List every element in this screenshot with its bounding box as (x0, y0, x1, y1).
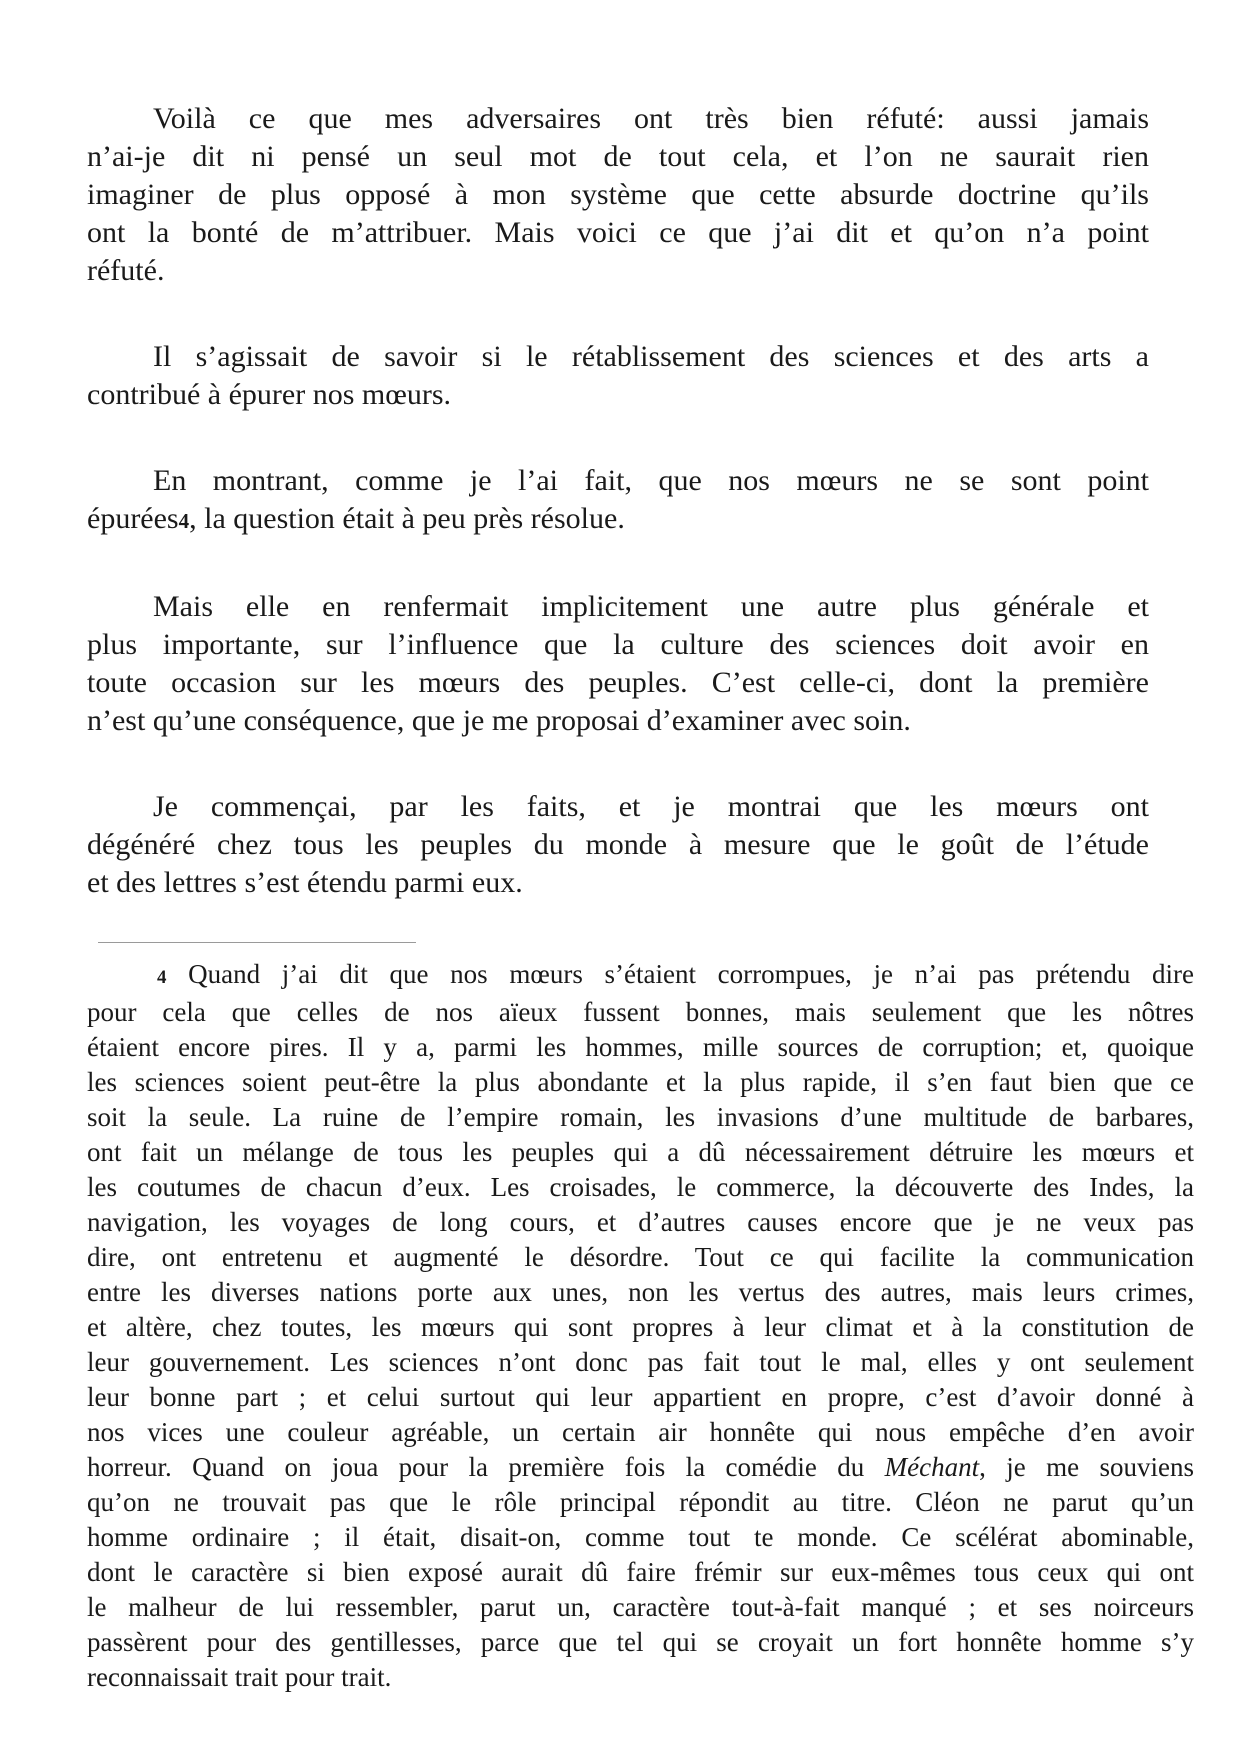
text-segment: ont fait un mélange de tous les peuples qui a dû nécessairement détruire les mœurs et (87, 1137, 1194, 1167)
text-line (87, 1485, 1194, 1520)
text-line (87, 1240, 1194, 1275)
paragraph (87, 588, 1149, 740)
text-line (87, 1135, 1194, 1170)
text-segment: homme ordinaire ; il était, disait-on, comme tout te monde. Ce scélérat abominable, (87, 1522, 1194, 1552)
footnote-marker: 4 (157, 967, 167, 988)
text-line (87, 376, 1149, 414)
text-segment: et altère, chez toutes, les mœurs qui sont propres à leur climat et à la constitution de (87, 1312, 1194, 1342)
paragraph (87, 338, 1149, 414)
text-segment: reconnaissait trait pour trait. (87, 1662, 392, 1692)
text-segment: Quand j’ai dit que nos mœurs s’étaient corrompues, je n’ai pas prétendu dire (166, 959, 1194, 989)
text-segment: les coutumes de chacun d’eux. Les croisades, le commerce, la découverte des Indes, la (87, 1172, 1194, 1202)
text-line (87, 138, 1149, 176)
text-segment: n’est qu’une conséquence, que je me proposai d’examiner avec soin. (87, 704, 911, 737)
text-segment: Voilà ce que mes adversaires ont très bien réfuté: aussi jamais (153, 102, 1149, 135)
text-line (87, 702, 1149, 740)
text-segment: soit la seule. La ruine de l’empire romain, les invasions d’une multitude de barbares, (87, 1102, 1194, 1132)
text-segment: nos vices une couleur agréable, un certain air honnête qui nous empêche d’en avoir (87, 1417, 1194, 1447)
text-segment: n’ai-je dit ni pensé un seul mot de tout cela, et l’on ne saurait rien (87, 140, 1149, 173)
text-line (87, 1275, 1194, 1310)
text-segment: , la question était à peu près résolue. (189, 502, 625, 535)
text-line (87, 338, 1149, 376)
text-segment: pour cela que celles de nos aïeux fussent bonnes, mais seulement que les nôtres (87, 997, 1194, 1027)
paragraph (87, 788, 1149, 902)
text-line (87, 1625, 1194, 1660)
text-line (87, 1415, 1194, 1450)
text-segment: épurées (87, 502, 179, 535)
text-segment: ont la bonté de m’attribuer. Mais voici ce que j’ai dit et qu’on n’a point (87, 216, 1149, 249)
text-line (87, 1030, 1194, 1065)
text-line (87, 1660, 1194, 1695)
text-segment: dont le caractère si bien exposé aurait dû faire frémir sur eux-mêmes tous ceux qui ont (87, 1557, 1194, 1587)
text-line (87, 664, 1149, 702)
text-segment: qu’on ne trouvait pas que le rôle principal répondit au titre. Cléon ne parut qu’un (87, 1487, 1194, 1517)
text-segment: dire, ont entretenu et augmenté le désordre. Tout ce qui facilite la communication (87, 1242, 1194, 1272)
text-line (87, 1555, 1194, 1590)
text-line (87, 995, 1194, 1030)
text-line (87, 1310, 1194, 1345)
text-segment: Je commençai, par les faits, et je montrai que les mœurs ont (153, 790, 1149, 823)
text-segment: les sciences soient peut-être la plus abondante et la plus rapide, il s’en faut bien que ce (87, 1067, 1194, 1097)
text-line (87, 788, 1149, 826)
body-text (87, 100, 1149, 902)
text-segment: imaginer de plus opposé à mon système que cette absurde doctrine qu’ils (87, 178, 1149, 211)
text-line (87, 1345, 1194, 1380)
text-segment: toute occasion sur les mœurs des peuples. C’est celle-ci, dont la première (87, 666, 1149, 699)
text-line (87, 100, 1149, 138)
text-line (87, 588, 1149, 626)
text-line (87, 1205, 1194, 1240)
text-segment: , je me souviens (979, 1452, 1194, 1482)
text-segment: étaient encore pires. Il y a, parmi les hommes, mille sources de corruption; et, quoique (87, 1032, 1194, 1062)
text-segment: plus importante, sur l’influence que la culture des sciences doit avoir en (87, 628, 1149, 661)
text-segment: En montrant, comme je l’ai fait, que nos mœurs ne se sont point (153, 464, 1149, 497)
text-column (87, 100, 1194, 1695)
text-segment: passèrent pour des gentillesses, parce que tel qui se croyait un fort honnête homme s’y (87, 1627, 1194, 1657)
text-segment: entre les diverses nations porte aux unes, non les vertus des autres, mais leurs crimes, (87, 1277, 1194, 1307)
text-segment: Il s’agissait de savoir si le rétablissement des sciences et des arts a (153, 340, 1149, 373)
text-segment: contribué à épurer nos mœurs. (87, 378, 452, 411)
text-line (87, 1520, 1194, 1555)
text-line (87, 252, 1149, 290)
text-line (87, 1590, 1194, 1625)
text-segment: leur gouvernement. Les sciences n’ont donc pas fait tout le mal, elles y ont seulement (87, 1347, 1194, 1377)
paragraph (87, 100, 1149, 290)
text-line (87, 626, 1149, 664)
text-line (87, 500, 1149, 540)
text-line (87, 462, 1149, 500)
footnote-separator (98, 942, 416, 943)
text-segment: leur bonne part ; et celui surtout qui leur appartient en propre, c’est d’avoir donné à (87, 1382, 1194, 1412)
text-line (87, 957, 1194, 995)
text-line (87, 176, 1149, 214)
text-segment: et des lettres s’est étendu parmi eux. (87, 866, 523, 899)
paragraph (87, 462, 1149, 540)
italic-text: Méchant (884, 1452, 980, 1482)
footnote (87, 957, 1194, 1695)
text-line (87, 864, 1149, 902)
text-segment: dégénéré chez tous les peuples du monde à mesure que le goût de l’étude (87, 828, 1149, 861)
text-segment: le malheur de lui ressembler, parut un, caractère tout-à-fait manqué ; et ses noirceurs (87, 1592, 1194, 1622)
text-line (87, 1450, 1194, 1485)
text-line (87, 1065, 1194, 1100)
text-line (87, 1380, 1194, 1415)
text-line (87, 826, 1149, 864)
text-line (87, 1170, 1194, 1205)
text-segment: horreur. Quand on joua pour la première fois la comédie du (87, 1452, 885, 1482)
text-line (87, 214, 1149, 252)
footnote-marker: 4 (178, 509, 190, 533)
text-segment: navigation, les voyages de long cours, et d’autres causes encore que je ne veux pas (87, 1207, 1194, 1237)
text-line (87, 1100, 1194, 1135)
text-segment: Mais elle en renfermait implicitement une autre plus générale et (153, 590, 1149, 623)
text-segment: réfuté. (87, 254, 165, 287)
